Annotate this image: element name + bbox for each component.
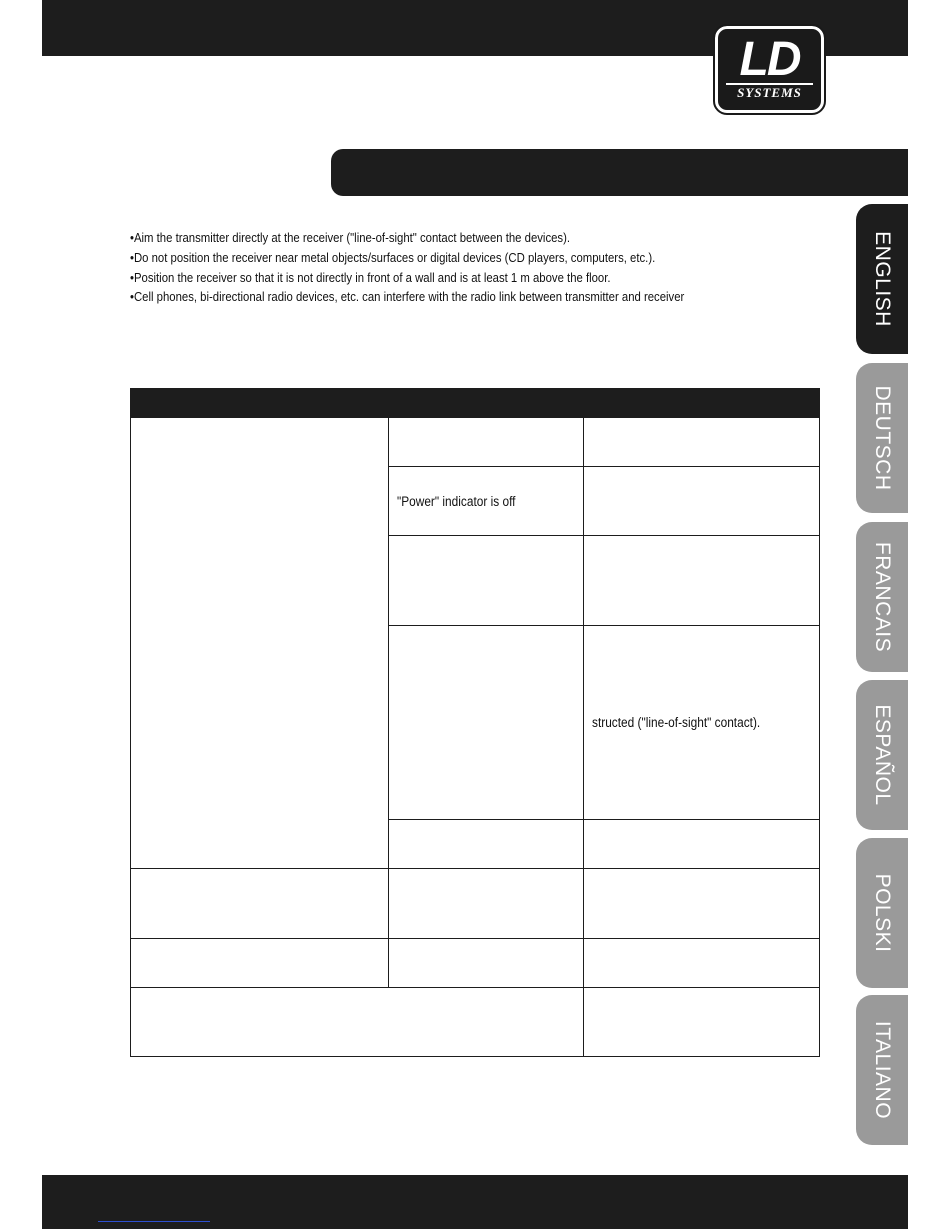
table-cell-remedy — [583, 625, 820, 820]
logo-wordmark: SYSTEMS — [726, 83, 813, 101]
tab-francais[interactable] — [856, 522, 908, 672]
tab-label: FRANCAIS — [871, 541, 894, 653]
note-item: •Do not position the receiver near metal objects/surfaces or digital devices (CD players, computers, etc.). — [130, 249, 656, 265]
tab-espanol[interactable] — [856, 680, 908, 830]
tab-english[interactable] — [856, 204, 908, 354]
tab-label: ENGLISH — [871, 231, 894, 327]
table-header — [130, 388, 820, 418]
table-cell-problem — [130, 868, 389, 939]
table-cell-remedy — [583, 466, 820, 536]
ld-systems-logo — [715, 26, 824, 113]
setup-notes — [130, 228, 830, 307]
table-cell-cause — [388, 625, 584, 820]
logo-mark: LD — [739, 33, 800, 86]
table-cell-cause — [388, 466, 584, 536]
cell-text: structed ("line-of-sight" contact). — [592, 715, 761, 730]
table-cell-problem — [130, 938, 389, 988]
tab-label: POLSKI — [871, 873, 894, 953]
table-cell-cause — [388, 868, 584, 939]
table-cell-problem — [130, 417, 389, 869]
table-cell-remedy — [583, 417, 820, 467]
table-cell-remedy — [583, 987, 820, 1057]
tab-label: ESPAÑOL — [871, 704, 894, 806]
table-cell-cause — [388, 938, 584, 988]
table-cell-problem — [130, 987, 584, 1057]
table-cell-remedy — [583, 868, 820, 939]
section-title-bar — [331, 149, 908, 196]
tab-label: DEUTSCH — [871, 385, 894, 491]
footer-link-underline — [98, 1221, 210, 1222]
tab-italiano[interactable] — [856, 995, 908, 1145]
table-cell-cause — [388, 819, 584, 869]
note-item: •Aim the transmitter directly at the receiver ("line-of-sight" contact between the devices). — [130, 230, 571, 245]
cell-text: "Power" indicator is off — [397, 493, 516, 509]
table-cell-remedy — [583, 535, 820, 626]
table-cell-remedy — [583, 819, 820, 869]
table-cell-cause — [388, 535, 584, 626]
note-item: •Cell phones, bi-directional radio devices, etc. can interfere with the radio link between transmitter and receiver — [130, 289, 685, 305]
note-item: •Position the receiver so that it is not directly in front of a wall and is at least 1 m above the floor. — [130, 269, 611, 285]
tab-polski[interactable] — [856, 838, 908, 988]
table-cell-remedy — [583, 938, 820, 988]
tab-deutsch[interactable] — [856, 363, 908, 513]
troubleshooting-table — [130, 388, 820, 1057]
tab-label: ITALIANO — [871, 1020, 894, 1120]
table-cell-cause — [388, 417, 584, 467]
